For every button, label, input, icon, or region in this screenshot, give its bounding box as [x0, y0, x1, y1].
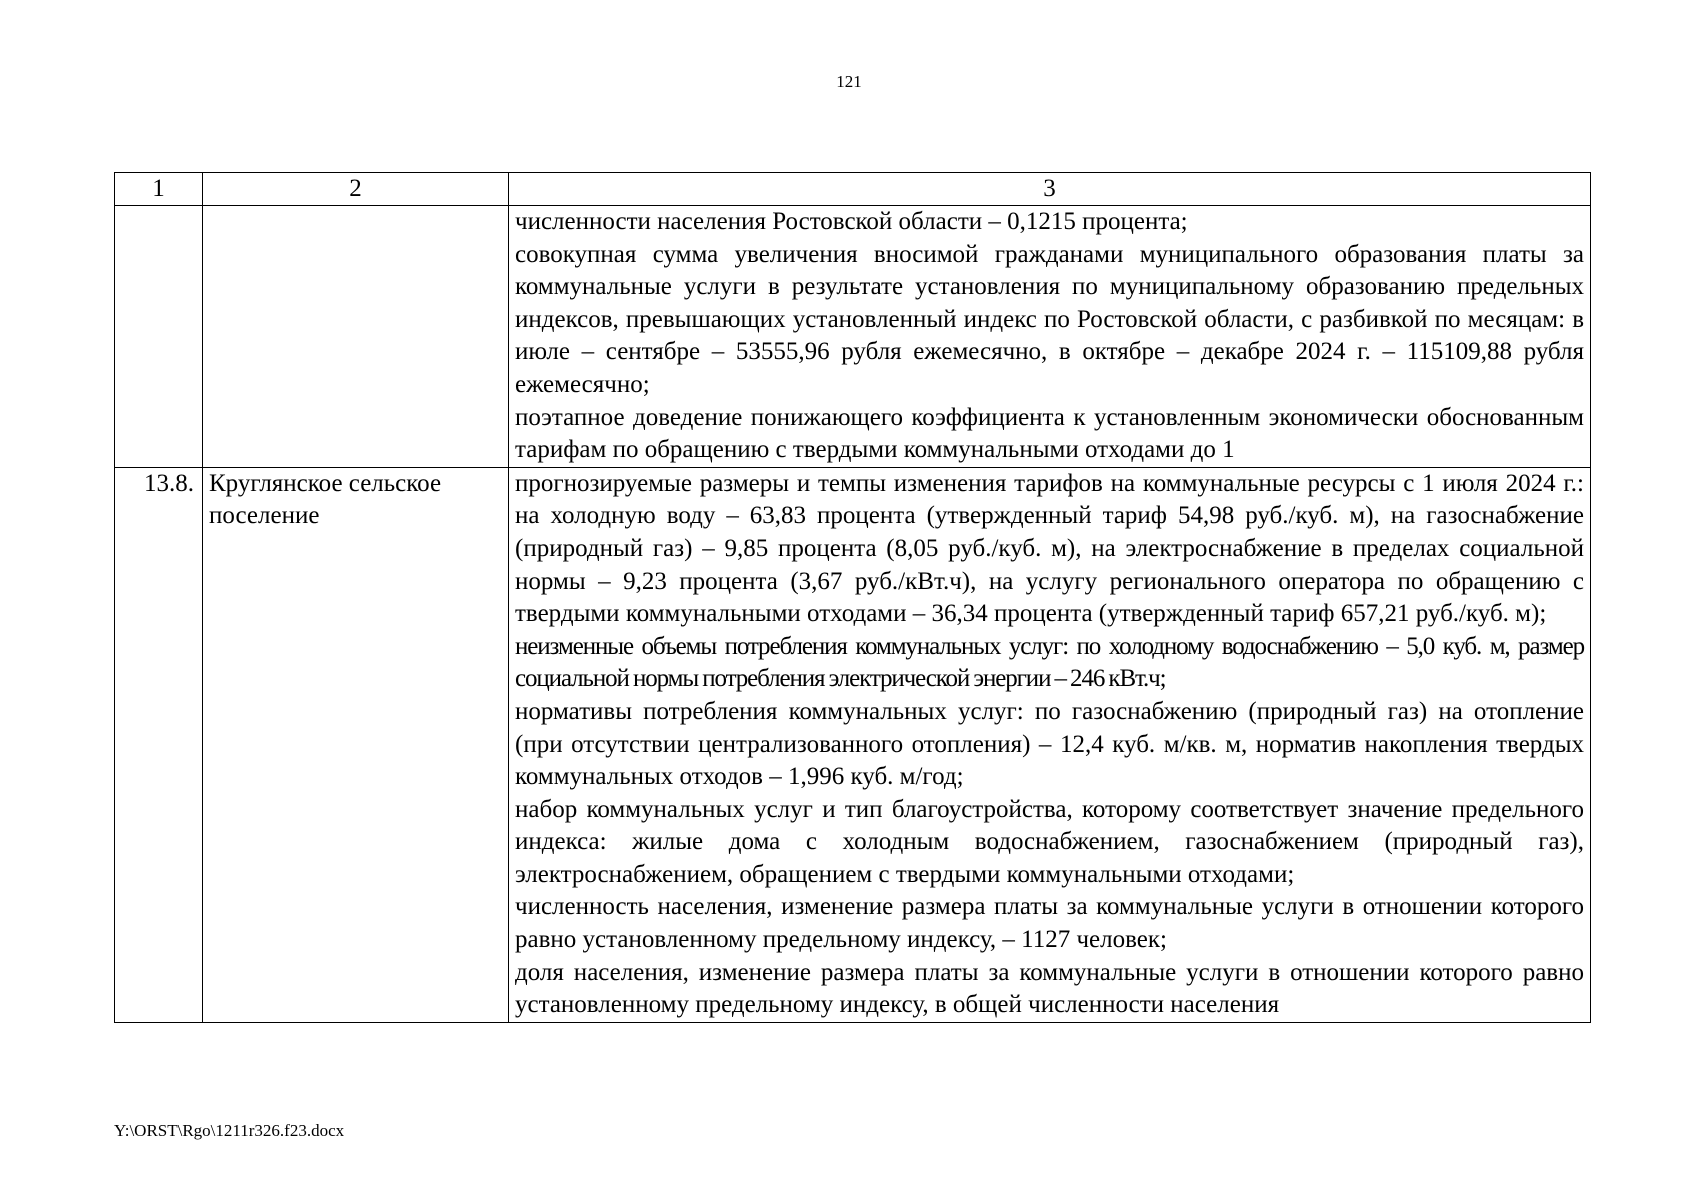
paragraph: поэтапное доведение понижающего коэффициента к установленным экономически обоснованным тарифам по обращению с твердыми коммунальными отходами до 1: [515, 403, 1584, 464]
paragraph: прогнозируемые размеры и темпы изменения тарифов на коммунальные ресурсы с 1 июля 2024 г.: на холодную воду – 63,83 процента (утвержденный тариф 54,98 руб./куб. м), на газоснабжение (природный газ) – 9,85 процента (8,05 руб./куб. м), на электроснабжение в пределах социальной нормы – 9,23 процента (3,67 руб./кВт.ч), на услугу регионального оператора по обращению с твердыми коммунальными отходами – 36,34 процента (утвержденный тариф 657,21 руб./куб. м);: [515, 469, 1584, 628]
page-number: 121: [836, 72, 862, 91]
table-header-row: [115, 173, 1591, 206]
paragraph: численности населения Ростовской области – 0,1215 процента;: [515, 208, 1188, 235]
row-number: 13.8.: [115, 467, 203, 1022]
row-number: [115, 206, 203, 468]
row-description: [509, 467, 1591, 1022]
paragraph: нормативы потребления коммунальных услуг: по газоснабжению (природный газ) на отопление (при отсутствии централизованного отопления) – 12,4 куб. м/кв. м, норматив накопления твердых коммунальных отходов – 1,996 куб. м/год;: [515, 697, 1584, 791]
municipality-name: Круглянское сельское поселение: [203, 467, 509, 1022]
table-row-continuation: [115, 206, 1591, 468]
paragraph: набор коммунальных услуг и тип благоустройства, которому соответствует значение предельного индекса: жилые дома с холодным водоснабжением, газоснабжением (природный газ), электроснабжением, обращением с твердыми коммунальными отходами;: [515, 795, 1584, 888]
paragraph: совокупная сумма увеличения вносимой гражданами муниципального образования платы за коммунальные услуги в результате установления по муниципальному образованию предельных индексов, превышающих установленный индекс по Ростовской области, с разбивкой по месяцам: в июле – сентябре – 53555,96 рубля ежемесячно, в октябре – декабре 2024 г. – 115109,88 рубля ежемесячно;: [515, 240, 1584, 398]
paragraph: численность населения, изменение размера платы за коммунальные услуги в отношении которого равно установленному предельному индексу, – 1127 человек;: [515, 893, 1584, 954]
tariff-table: [114, 172, 1591, 1023]
paragraph: доля населения, изменение размера платы за коммунальные услуги в отношении которого равно установленному предельному индексу, в общей численности населения: [515, 958, 1584, 1019]
row-description: [509, 206, 1591, 468]
municipality-name: [203, 206, 509, 468]
column-header-2: 2: [203, 173, 509, 206]
file-path-footer: Y:\ORST\Rgo\1211r326.f23.docx: [114, 1121, 345, 1140]
column-header-1: 1: [115, 173, 203, 206]
column-header-3: 3: [509, 173, 1591, 206]
paragraph: неизменные объемы потребления коммунальных услуг: по холодному водоснабжению – 5,0 куб. м, размер социальной нормы потребления электрической энергии – 246 кВт.ч;: [515, 632, 1584, 693]
table-row-13-8: [115, 467, 1591, 1022]
